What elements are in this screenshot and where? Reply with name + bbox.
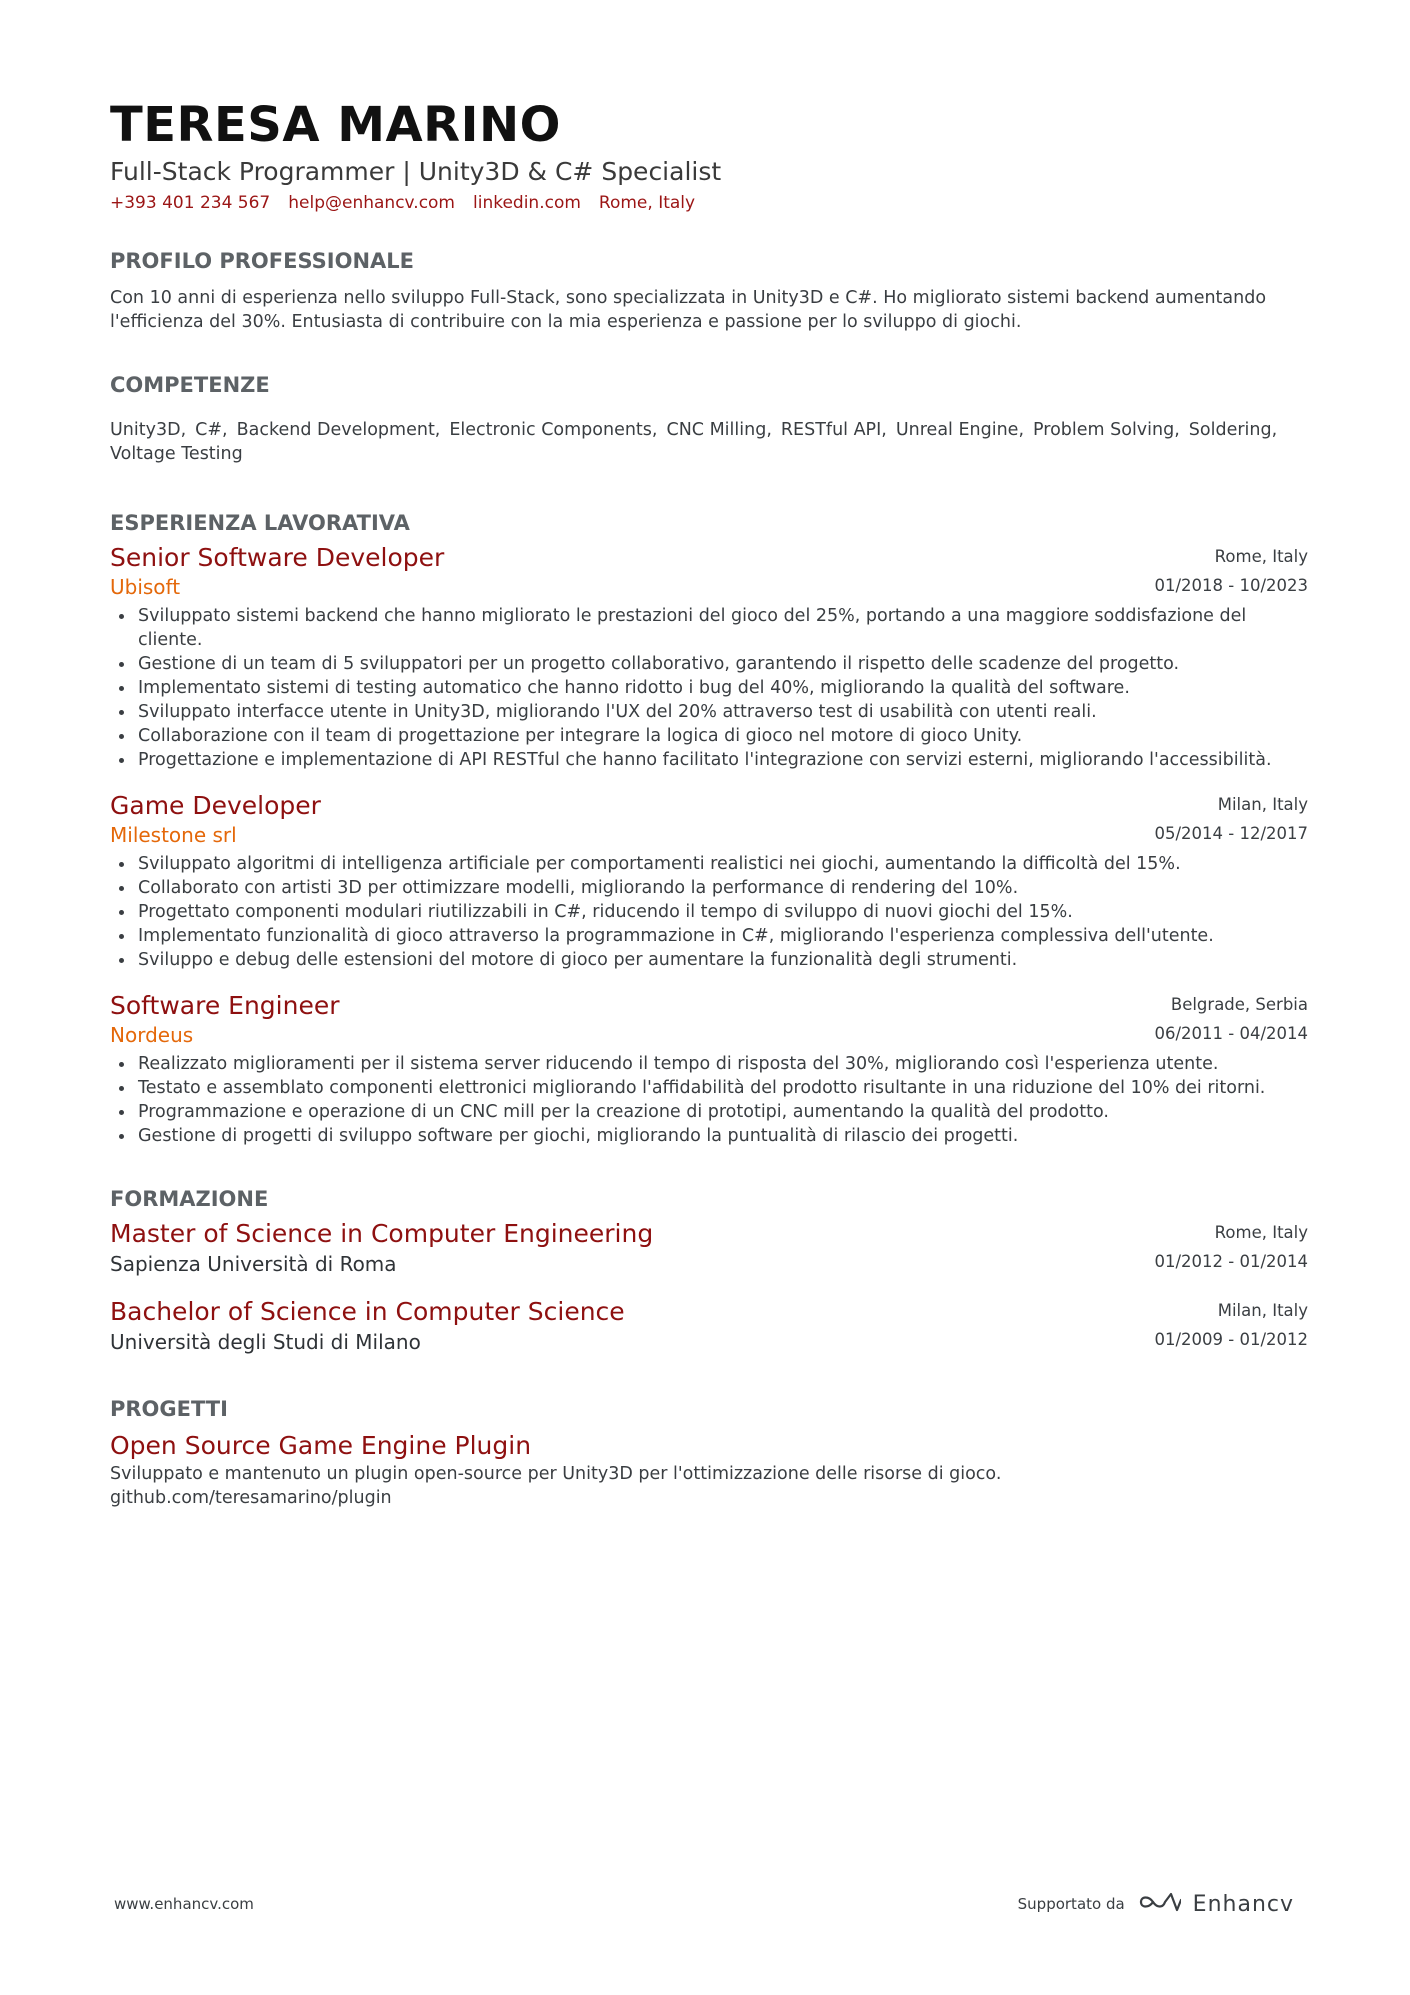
skill-item: Unreal Engine, bbox=[895, 420, 1025, 440]
job-role: Game Developer bbox=[110, 791, 321, 820]
bullet-item: Sviluppato sistemi backend che hanno migliorato le prestazioni del gioco del 25%, portando a una maggiore soddisfazione del cliente. bbox=[110, 604, 1308, 652]
bullet-item: Implementato sistemi di testing automatico che hanno ridotto i bug del 40%, migliorando la qualità del software. bbox=[110, 676, 1308, 700]
skill-item: C#, bbox=[195, 420, 228, 440]
entry-meta bbox=[1154, 990, 1308, 1048]
job-role: Software Engineer bbox=[110, 991, 340, 1020]
candidate-name: TERESA MARINO bbox=[110, 97, 561, 153]
skill-item: Electronic Components, bbox=[449, 420, 658, 440]
bullet-item: Progettato componenti modulari riutilizzabili in C#, riducendo il tempo di sviluppo di nuovi giochi del 15%. bbox=[110, 900, 1308, 924]
bullet-item: Sviluppato algoritmi di intelligenza artificiale per comportamenti realistici nei giochi, aumentando la difficoltà del 15%. bbox=[110, 852, 1308, 876]
job-bullets bbox=[110, 1052, 1308, 1148]
skill-item: Problem Solving, bbox=[1033, 420, 1180, 440]
skill-item: RESTful API, bbox=[780, 420, 887, 440]
bullet-item: Collaborato con artisti 3D per ottimizzare modelli, migliorando la performance di rendering del 10%. bbox=[110, 876, 1308, 900]
bullet-item: Gestione di progetti di sviluppo software per giochi, migliorando la puntualità di rilascio dei progetti. bbox=[110, 1124, 1308, 1148]
bullet-item: Sviluppo e debug delle estensioni del motore di gioco per aumentare la funzionalità degli strumenti. bbox=[110, 948, 1308, 972]
entry-main bbox=[110, 1218, 1154, 1278]
section-heading-skills: COMPETENZE bbox=[110, 373, 270, 397]
job-bullets bbox=[110, 604, 1308, 772]
contact-phone[interactable]: +393 401 234 567 bbox=[110, 193, 271, 213]
project-entry bbox=[110, 1430, 1308, 1510]
job-company: Nordeus bbox=[110, 1023, 194, 1047]
entry-header bbox=[110, 1296, 1308, 1356]
section-heading-profile: PROFILO PROFESSIONALE bbox=[110, 249, 414, 273]
enhancv-brand[interactable]: Enhancv bbox=[1192, 1891, 1294, 1917]
powered-by-label: Supportato da bbox=[1017, 1895, 1125, 1913]
experience-entry bbox=[110, 990, 1308, 1148]
job-dates: 05/2014 - 12/2017 bbox=[1154, 824, 1308, 843]
project-description: Sviluppato e mantenuto un plugin open-source per Unity3D per l'ottimizzazione delle risorse di gioco. bbox=[110, 1464, 1002, 1484]
contact-email[interactable]: help@enhancv.com bbox=[288, 193, 455, 213]
section-experience bbox=[110, 510, 1308, 1148]
job-company: Ubisoft bbox=[110, 575, 181, 599]
bullet-item: Collaborazione con il team di progettazione per integrare la logica di gioco nel motore di gioco Unity. bbox=[110, 724, 1308, 748]
section-heading-education: FORMAZIONE bbox=[110, 1187, 269, 1211]
section-heading-experience: ESPERIENZA LAVORATIVA bbox=[110, 511, 410, 535]
profile-summary: Con 10 anni di esperienza nello sviluppo Full-Stack, sono specializzata in Unity3D e C#. Ho migliorato sistemi backend aumentando l'efficienza del 30%. Entusiasta di contribuire con la mia esperienza e passione per lo sviluppo di giochi. bbox=[110, 288, 1267, 332]
contact-list bbox=[110, 192, 1308, 214]
section-education bbox=[110, 1186, 1308, 1356]
entry-header bbox=[110, 1218, 1308, 1278]
candidate-title: Full-Stack Programmer | Unity3D & C# Specialist bbox=[110, 157, 722, 186]
job-role: Senior Software Developer bbox=[110, 543, 445, 572]
entry-main bbox=[110, 542, 1154, 600]
education-entry bbox=[110, 1296, 1308, 1356]
powered-by bbox=[1018, 1890, 1294, 1918]
bullet-item: Realizzato miglioramenti per il sistema server riducendo il tempo di risposta del 30%, migliorando così l'esperienza utente. bbox=[110, 1052, 1308, 1076]
entry-meta bbox=[1154, 1218, 1308, 1276]
skill-item: Unity3D, bbox=[110, 420, 187, 440]
entry-header bbox=[110, 990, 1308, 1048]
skill-item: Backend Development, bbox=[236, 420, 441, 440]
entry-meta bbox=[1154, 542, 1308, 600]
skill-item: Soldering, bbox=[1188, 420, 1278, 440]
section-skills bbox=[110, 372, 1308, 466]
bullet-item: Progettazione e implementazione di API RESTful che hanno facilitato l'integrazione con servizi esterni, migliorando l'accessibilità. bbox=[110, 748, 1308, 772]
section-heading-projects: PROGETTI bbox=[110, 1397, 228, 1421]
project-link[interactable]: github.com/teresamarino/plugin bbox=[110, 1488, 392, 1508]
degree-title: Master of Science in Computer Engineering bbox=[110, 1219, 654, 1248]
education-dates: 01/2009 - 01/2012 bbox=[1154, 1330, 1308, 1349]
section-projects bbox=[110, 1396, 1308, 1510]
job-dates: 01/2018 - 10/2023 bbox=[1154, 576, 1308, 595]
experience-entry bbox=[110, 790, 1308, 972]
footer-website[interactable]: www.enhancv.com bbox=[114, 1895, 254, 1913]
entry-main bbox=[110, 790, 1154, 848]
entry-main bbox=[110, 990, 1154, 1048]
skills-list bbox=[110, 418, 1308, 466]
project-title: Open Source Game Engine Plugin bbox=[110, 1431, 532, 1460]
school-name: Università degli Studi di Milano bbox=[110, 1330, 421, 1354]
skill-item: Voltage Testing bbox=[110, 444, 243, 464]
bullet-item: Testato e assemblato componenti elettronici migliorando l'affidabilità del prodotto risultante in una riduzione del 10% dei ritorni. bbox=[110, 1076, 1308, 1100]
job-company: Milestone srl bbox=[110, 823, 237, 847]
bullet-item: Implementato funzionalità di gioco attraverso la programmazione in C#, migliorando l'esperienza complessiva dell'utente. bbox=[110, 924, 1308, 948]
resume-page bbox=[110, 96, 1308, 1528]
contact-linkedin[interactable]: linkedin.com bbox=[473, 193, 581, 213]
entry-meta bbox=[1154, 1296, 1308, 1354]
entry-header bbox=[110, 542, 1308, 600]
education-entry bbox=[110, 1218, 1308, 1278]
job-bullets bbox=[110, 852, 1308, 972]
degree-title: Bachelor of Science in Computer Science bbox=[110, 1297, 625, 1326]
enhancv-logo-icon bbox=[1137, 1890, 1181, 1918]
bullet-item: Gestione di un team di 5 sviluppatori per un progetto collaborativo, garantendo il rispetto delle scadenze del progetto. bbox=[110, 652, 1308, 676]
job-location: Belgrade, Serbia bbox=[1170, 995, 1308, 1014]
job-dates: 06/2011 - 04/2014 bbox=[1154, 1024, 1308, 1043]
entry-header bbox=[110, 790, 1308, 848]
entry-meta bbox=[1154, 790, 1308, 848]
entry-main bbox=[110, 1296, 1154, 1356]
bullet-item: Sviluppato interfacce utente in Unity3D, migliorando l'UX del 20% attraverso test di usabilità con utenti reali. bbox=[110, 700, 1308, 724]
bullet-item: Programmazione e operazione di un CNC mill per la creazione di prototipi, aumentando la qualità del prodotto. bbox=[110, 1100, 1308, 1124]
education-location: Rome, Italy bbox=[1214, 1223, 1308, 1242]
skill-item: CNC Milling, bbox=[666, 420, 772, 440]
education-dates: 01/2012 - 01/2014 bbox=[1154, 1252, 1308, 1271]
experience-entry bbox=[110, 542, 1308, 772]
school-name: Sapienza Università di Roma bbox=[110, 1252, 397, 1276]
education-location: Milan, Italy bbox=[1217, 1301, 1308, 1320]
section-profile bbox=[110, 248, 1308, 334]
page-footer bbox=[114, 1890, 1294, 1918]
job-location: Milan, Italy bbox=[1217, 795, 1308, 814]
job-location: Rome, Italy bbox=[1214, 547, 1308, 566]
contact-location: Rome, Italy bbox=[598, 193, 696, 213]
resume-header bbox=[110, 96, 1308, 214]
